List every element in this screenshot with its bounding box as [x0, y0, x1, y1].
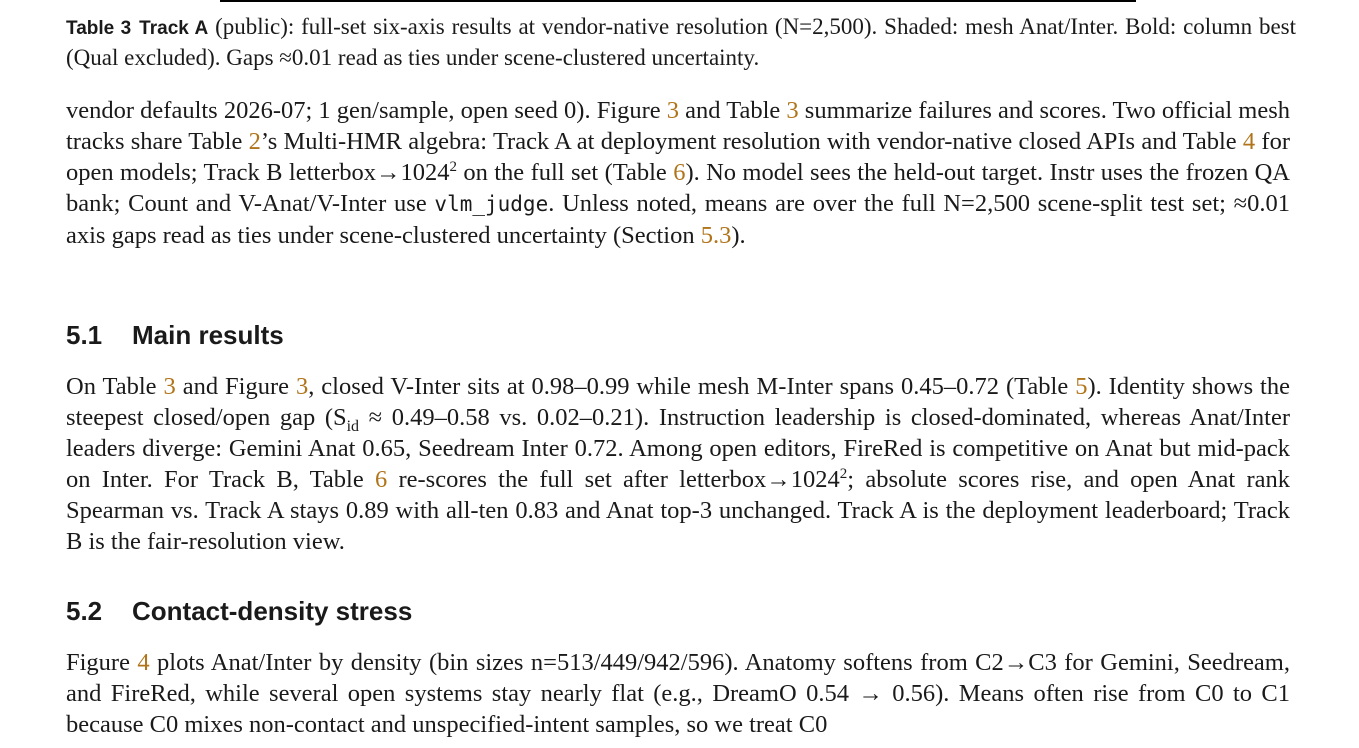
- section-title: Contact-density stress: [132, 596, 413, 626]
- section-ref-link[interactable]: 5.3: [700, 222, 732, 249]
- section-heading-main-results: [66, 320, 284, 351]
- density-text-2: plots Anat/Inter by density (bin sizes n=513/449/942/596). Anatomy softens from C2→C3 for Gemini, Seedream, and FireRed, while several open systems stay nearly flat (e.g., DreamO 0.54 → 0.56). Means often rise from C0 to C1 because C0 mixes non-contact and unspecified-intent samples, so we treat C0: [66, 649, 1290, 738]
- table-ref-link[interactable]: 5: [1075, 373, 1088, 400]
- intro-text-9: ).: [731, 222, 746, 249]
- section-number: 5.1: [66, 320, 103, 350]
- main-text-1: On Table: [66, 373, 164, 400]
- intro-text-6: on the full set (Table: [456, 159, 674, 186]
- main-text-3: , closed V-Inter sits at 0.98–0.99 while mesh M-Inter spans 0.45–0.72 (Table: [308, 373, 1076, 400]
- intro-paragraph: [66, 95, 1290, 251]
- table-caption: [66, 12, 1296, 72]
- main-results-paragraph: [66, 371, 1290, 557]
- caption-title: Track A: [139, 18, 209, 39]
- code-span: vlm_judge: [434, 192, 549, 216]
- section-title: Main results: [132, 320, 284, 350]
- main-text-4: ). Identity shows the steepest closed/open gap (S: [66, 373, 1290, 431]
- table-ref-link[interactable]: 3: [786, 97, 799, 124]
- superscript: 2: [449, 158, 457, 175]
- main-text-6: re-scores the full set after letterbox→1024: [387, 466, 840, 493]
- intro-text-5: for open models; Track B letterbox→1024: [66, 128, 1290, 186]
- intro-text-1: vendor defaults 2026-07; 1 gen/sample, open seed 0). Figure: [66, 97, 667, 124]
- figure-ref-link[interactable]: 3: [666, 97, 680, 124]
- table-top-rule: [220, 0, 1136, 2]
- table-ref-link[interactable]: 6: [374, 466, 388, 493]
- table-ref-link[interactable]: 4: [1242, 128, 1256, 155]
- caption-label: Table 3: [66, 18, 132, 39]
- intro-text-8: . Unless noted, means are over the full N=2,500 scene-split test set; ≈0.01 axis gaps read as ties under scene-clustered uncertainty (Section: [66, 190, 1290, 249]
- intro-text-2: and Table: [679, 97, 787, 124]
- subscript: id: [346, 417, 360, 435]
- main-text-2: and Figure: [175, 373, 296, 400]
- table-ref-link[interactable]: 2: [248, 128, 261, 155]
- intro-text-3: summarize failures and scores. Two official mesh tracks share Table: [66, 97, 1290, 155]
- section-heading-contact-density: [66, 596, 412, 627]
- table-ref-link[interactable]: 3: [163, 373, 176, 400]
- main-text-5: ≈ 0.49–0.58 vs. 0.02–0.21). Instruction leadership is closed-dominated, whereas Anat/Inter leaders diverge: Gemini Anat 0.65, Seedream Inter 0.72. Among open editors, FireRed is competitive on Anat but mid-pack on Inter. For Track B, Table: [66, 404, 1290, 493]
- table-ref-link[interactable]: 6: [673, 159, 686, 186]
- section-number: 5.2: [66, 596, 103, 626]
- figure-ref-link[interactable]: 3: [295, 373, 309, 400]
- intro-text-4: ’s Multi-HMR algebra: Track A at deployment resolution with vendor-native closed APIs and Table: [260, 128, 1243, 155]
- intro-text-7: ). No model sees the held-out target. Instr uses the frozen QA bank; Count and V-Anat/V-Inter use: [66, 159, 1290, 217]
- superscript: 2: [839, 465, 848, 482]
- contact-density-paragraph: [66, 647, 1290, 740]
- caption-text: (public): full-set six-axis results at vendor-native resolution (N=2,500). Shaded: mesh Anat/Inter. Bold: column best (Qual excluded). Gaps ≈0.01 read as ties under scene-clustered uncertainty.: [66, 14, 1296, 70]
- density-text-1: Figure: [66, 649, 138, 676]
- main-text-7: ; absolute scores rise, and open Anat rank Spearman vs. Track A stays 0.89 with all-ten 0.83 and Anat top-3 unchanged. Track A is the deployment leaderboard; Track B is the fair-resolution view.: [66, 466, 1290, 555]
- figure-ref-link[interactable]: 4: [137, 649, 150, 676]
